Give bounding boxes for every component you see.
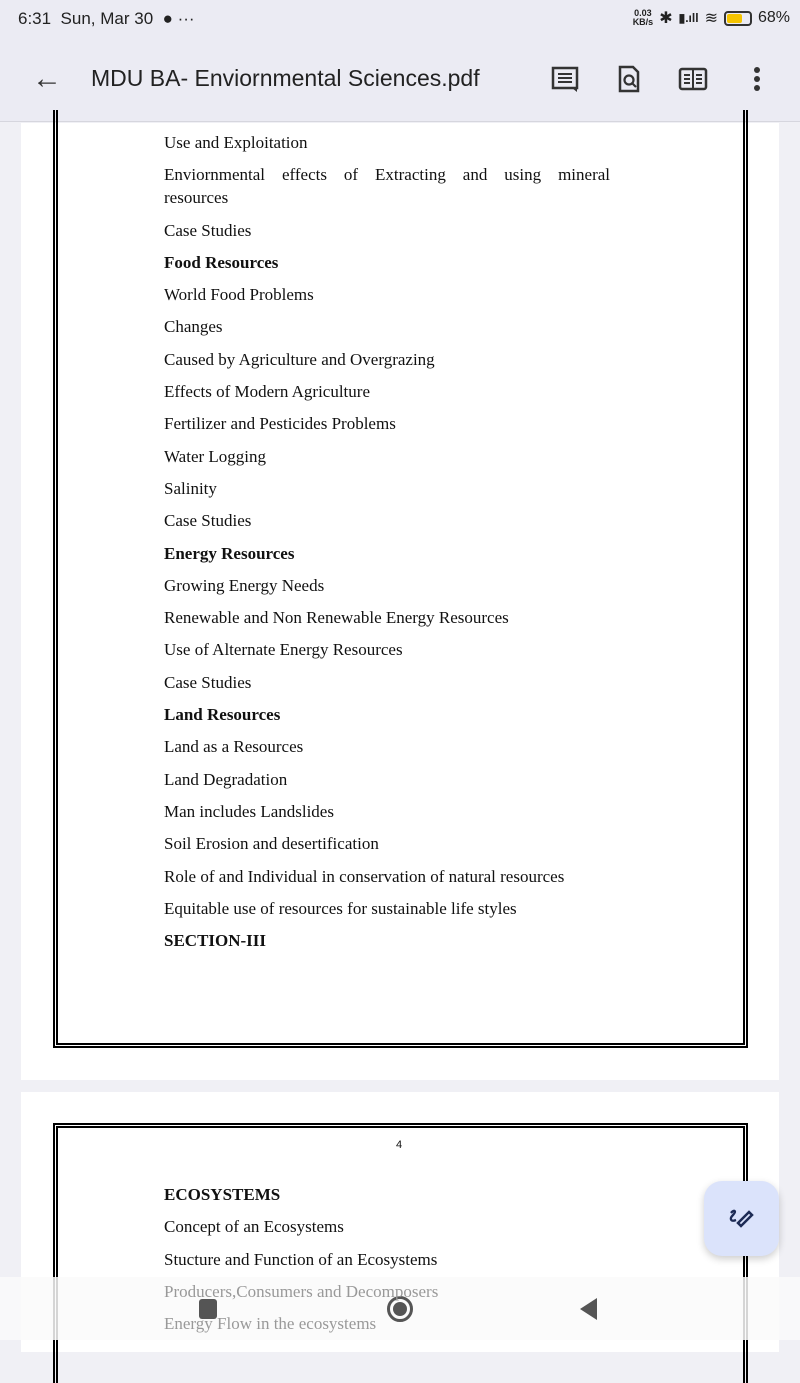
topic-line: Renewable and Non Renewable Energy Resources xyxy=(164,608,509,628)
topic-line: Stucture and Function of an Ecosystems xyxy=(164,1249,438,1269)
topic-line: Concept of an Ecosystems xyxy=(164,1217,344,1237)
net-speed: 0.03 KB/s xyxy=(632,8,654,27)
page-content xyxy=(164,131,610,961)
date: Sun, Mar 30 xyxy=(60,9,154,28)
topic-line: Use and Exploitation xyxy=(164,133,308,152)
topic-line: Land Degradation xyxy=(164,769,288,789)
topic-line: Energy Flow in the ecosystems xyxy=(164,1314,377,1334)
topic-line: Growing Energy Needs xyxy=(164,575,325,595)
topic-line: Equitable use of resources for sustainable life styles xyxy=(164,898,517,918)
section-heading: Land Resources xyxy=(164,705,281,725)
topic-line: Caused by Agriculture and Overgrazing xyxy=(164,349,435,369)
find-in-page-icon[interactable] xyxy=(614,64,644,94)
topic-line: World Food Problems xyxy=(164,285,314,305)
topic-line: Soil Erosion and desertification xyxy=(164,834,379,854)
topic-line: Use of Alternate Energy Resources xyxy=(164,640,403,660)
reading-mode-icon[interactable] xyxy=(678,64,708,94)
section-heading: SECTION-III xyxy=(164,931,267,951)
annotate-pen-icon xyxy=(727,1204,757,1234)
topic-line: Enviornmental effects of Extracting and using mineral resources xyxy=(164,165,610,208)
status-bar xyxy=(0,0,800,40)
comments-icon[interactable] xyxy=(550,64,580,94)
topic-line: Fertilizer and Pesticides Problems xyxy=(164,414,396,434)
topic-line: Man includes Landslides xyxy=(164,801,334,821)
signal-icon: ▮.ıll xyxy=(678,11,699,25)
topic-line: Changes xyxy=(164,317,223,337)
back-icon[interactable] xyxy=(580,1298,597,1320)
section-heading: Food Resources xyxy=(164,252,279,272)
document-title: MDU BA- Enviornmental Sciences.pdf xyxy=(91,65,480,91)
topic-line: Effects of Modern Agriculture xyxy=(164,382,370,402)
wifi-icon: ≋ xyxy=(704,10,718,27)
topic-line: Water Logging xyxy=(164,446,267,466)
annotate-button[interactable] xyxy=(704,1181,779,1256)
back-arrow-icon[interactable]: ← xyxy=(32,62,62,95)
bluetooth-icon: ✱ xyxy=(659,10,673,27)
clock: 6:31 xyxy=(18,9,52,28)
topic-line: Role of and Individual in conservation of natural resources xyxy=(164,866,565,886)
more-vert-icon[interactable] xyxy=(742,64,772,94)
section-heading: Energy Resources xyxy=(164,543,295,563)
topic-line: Case Studies xyxy=(164,672,252,692)
notification-icon: ● ··· xyxy=(162,9,195,28)
page-number: 4 xyxy=(396,1139,403,1151)
battery-icon xyxy=(724,11,752,26)
battery-percent: 68% xyxy=(757,9,790,26)
topic-line: Case Studies xyxy=(164,511,252,531)
page-content xyxy=(164,1183,438,1344)
topic-line: Case Studies xyxy=(164,220,252,240)
topic-line: Land as a Resources xyxy=(164,737,304,757)
topic-line: Salinity xyxy=(164,478,217,498)
section-heading: ECOSYSTEMS xyxy=(164,1185,281,1204)
topic-line: Producers,Consumers and Decomposers xyxy=(164,1281,439,1301)
